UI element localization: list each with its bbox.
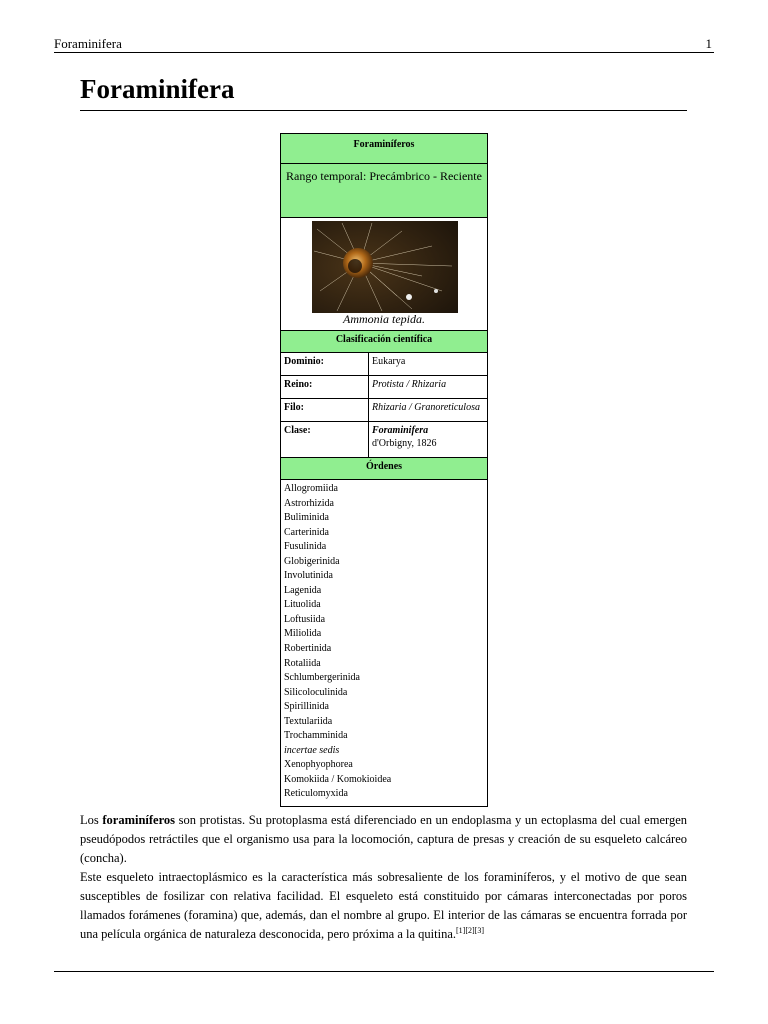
order-item: Lagenida: [284, 584, 322, 596]
footer-rule: [54, 971, 714, 972]
running-title: Foraminifera: [54, 36, 122, 51]
order-item: Schlumbergerinida: [284, 672, 360, 684]
taxon-value: Protista / Rhizaria: [372, 379, 447, 390]
order-item: Loftusiida: [284, 613, 326, 625]
order-item: Involutinida: [284, 570, 333, 582]
order-item: Globigerinida: [284, 555, 340, 567]
ammonia-tepida-image[interactable]: [312, 221, 458, 313]
taxon-rank: Clase:: [281, 422, 369, 457]
classification-heading: Clasificación científica: [281, 331, 487, 353]
order-item: Trochamminida: [284, 730, 348, 742]
taxon-row-kingdom: [281, 376, 487, 399]
taxon-rank: Dominio:: [281, 353, 369, 375]
taxobox-heading: Foraminíferos: [281, 134, 487, 164]
taxobox-range: Rango temporal: Precámbrico - Reciente: [281, 164, 487, 218]
order-item: Textulariida: [284, 715, 333, 727]
order-item: Fusulinida: [284, 541, 327, 553]
order-item: Reticulomyxida: [284, 788, 348, 800]
taxon-row-class: [281, 422, 487, 458]
order-item: Astrorhizida: [284, 497, 334, 509]
paragraph-skeleton: [80, 868, 687, 944]
order-item: Allogromiida: [284, 483, 338, 494]
orders-heading: Órdenes: [281, 458, 487, 480]
taxon-value: Rhizaria / Granoreticulosa: [372, 402, 480, 413]
taxobox-image-cell: [281, 218, 487, 331]
order-item: Carterinida: [284, 526, 329, 538]
reference-links[interactable]: [1][2][3]: [456, 925, 484, 935]
image-caption: Ammonia tepida.: [343, 312, 425, 326]
orders-list: [281, 480, 487, 806]
order-item: Miliolida: [284, 628, 322, 640]
order-item: Komokiida / Komokioidea: [284, 773, 392, 785]
taxon-row-domain: [281, 353, 487, 376]
page-number: 1: [705, 36, 712, 51]
paragraph-intro: [80, 811, 687, 868]
order-item: Spirillinida: [284, 701, 329, 713]
taxon-value-block: [369, 422, 487, 457]
order-item: Rotaliida: [284, 657, 321, 669]
text-run: Este esqueleto intraectoplásmico es la característica más sobresaliente de los foraminíferos, y el motivo de que sean susceptibles de fosilizar con relativa facilidad. El esqueleto está constituido por cámaras interconectadas por poros llamados forámenes (foramina) que, además, dan el nombre al grupo. El interior de las cámaras se encuentra forrada por una película orgánica de naturaleza desconocida, pero próxima a la quitina.: [80, 870, 687, 941]
taxobox: [280, 133, 488, 807]
title-rule: [80, 110, 687, 111]
running-header: [54, 36, 714, 53]
taxon-value: Foraminifera: [372, 425, 429, 436]
text-run: son protistas. Su protoplasma está diferenciado en un endoplasma y un ectoplasma del cual emergen pseudópodos retráctiles que el organismo usa para la locomoción, captura de presas y creación de su esqueleto calcáreo (concha).: [80, 813, 687, 865]
order-item: incertae sedis: [284, 744, 340, 756]
taxon-row-phylum: [281, 399, 487, 422]
order-item: Lituolida: [284, 599, 321, 611]
order-item: Xenophyophorea: [284, 759, 353, 771]
taxon-value: Eukarya: [372, 356, 406, 367]
taxon-author: d'Orbigny, 1826: [372, 438, 437, 449]
text-run: Los: [80, 813, 103, 827]
term-foraminiferos: foraminíferos: [102, 813, 176, 827]
taxon-rank: Filo:: [281, 399, 369, 421]
order-item: Silicoloculinida: [284, 686, 348, 698]
order-item: Robertinida: [284, 643, 332, 655]
taxon-rank: Reino:: [281, 376, 369, 398]
page-title: Foraminifera: [80, 74, 235, 104]
order-item: Buliminida: [284, 512, 329, 524]
